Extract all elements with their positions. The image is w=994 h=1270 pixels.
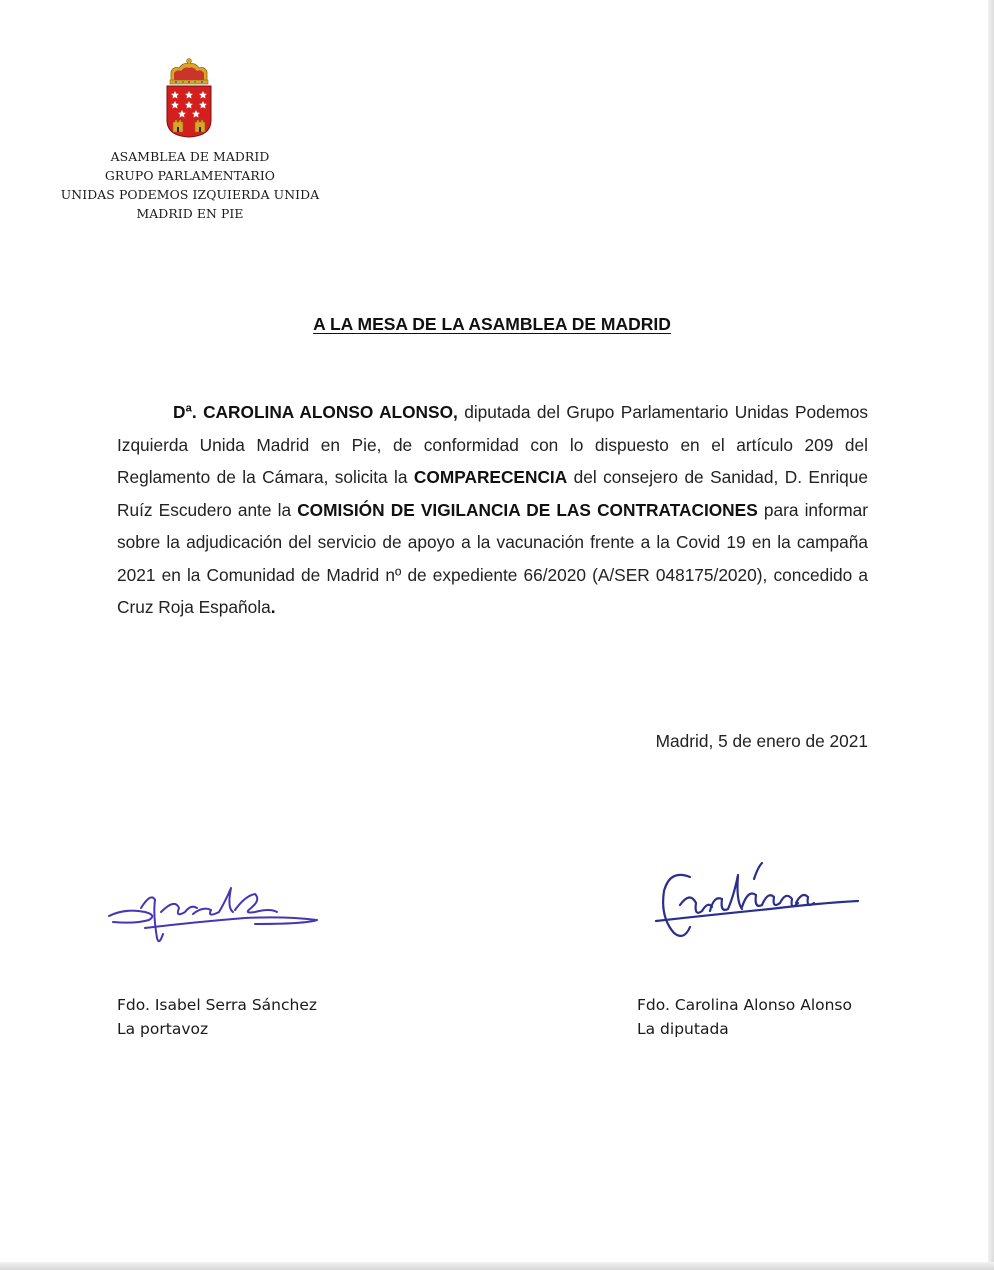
signature-isabel-serra bbox=[105, 878, 325, 950]
paragraph-text-3: para informar sobre la adjudicación del servicio de apoyo a la vacunación frente a la Covid 19 en la campaña 2021 en la Comunidad de Madrid nº de expediente 66/2020 (A/SER 048175/2020), concedido a Cruz Roja Española bbox=[117, 499, 868, 617]
deputy-name: Dª. CAROLINA ALONSO ALONSO, bbox=[173, 402, 458, 422]
header-line-assembly: ASAMBLEA DE MADRID bbox=[110, 149, 270, 164]
comparecencia-term: COMPARECENCIA bbox=[413, 467, 568, 487]
signer-right-name: Fdo. Carolina Alonso Alonso bbox=[637, 996, 852, 1014]
signature-carolina-alonso bbox=[650, 855, 865, 950]
organization-header bbox=[40, 147, 340, 223]
page-edge-bottom bbox=[0, 1262, 994, 1270]
header-line-group: GRUPO PARLAMENTARIO bbox=[104, 168, 276, 183]
madrid-coat-of-arms-icon bbox=[163, 58, 215, 138]
page-edge-right bbox=[988, 0, 994, 1270]
paragraph-period: . bbox=[270, 597, 276, 617]
signer-right-role: La diputada bbox=[637, 1020, 729, 1038]
header-line-madrid: MADRID EN PIE bbox=[136, 206, 244, 221]
signer-left-block bbox=[117, 993, 317, 1041]
heading-text: A LA MESA DE LA ASAMBLEA DE MADRID bbox=[313, 314, 671, 334]
signer-left-name: Fdo. Isabel Serra Sánchez bbox=[117, 996, 318, 1014]
request-paragraph bbox=[117, 396, 868, 624]
paragraph-text-2: del consejero de Sanidad, D. Enrique Ruíz Escudero ante la bbox=[117, 467, 868, 520]
signer-left-role: La portavoz bbox=[117, 1020, 209, 1038]
commission-name: COMISIÓN DE VIGILANCIA DE LAS CONTRATACIONES bbox=[297, 499, 758, 520]
header-line-party: UNIDAS PODEMOS IZQUIERDA UNIDA bbox=[60, 187, 320, 202]
paragraph-text-1: diputada del Grupo Parlamentario Unidas Podemos Izquierda Unida Madrid en Pie, de conformidad con lo dispuesto en el artículo 209 del Reglamento de la Cámara, solicita la bbox=[117, 402, 868, 487]
place-date: Madrid, 5 de enero de 2021 bbox=[655, 731, 868, 751]
signer-right-block bbox=[637, 993, 852, 1041]
document-heading bbox=[117, 314, 867, 335]
